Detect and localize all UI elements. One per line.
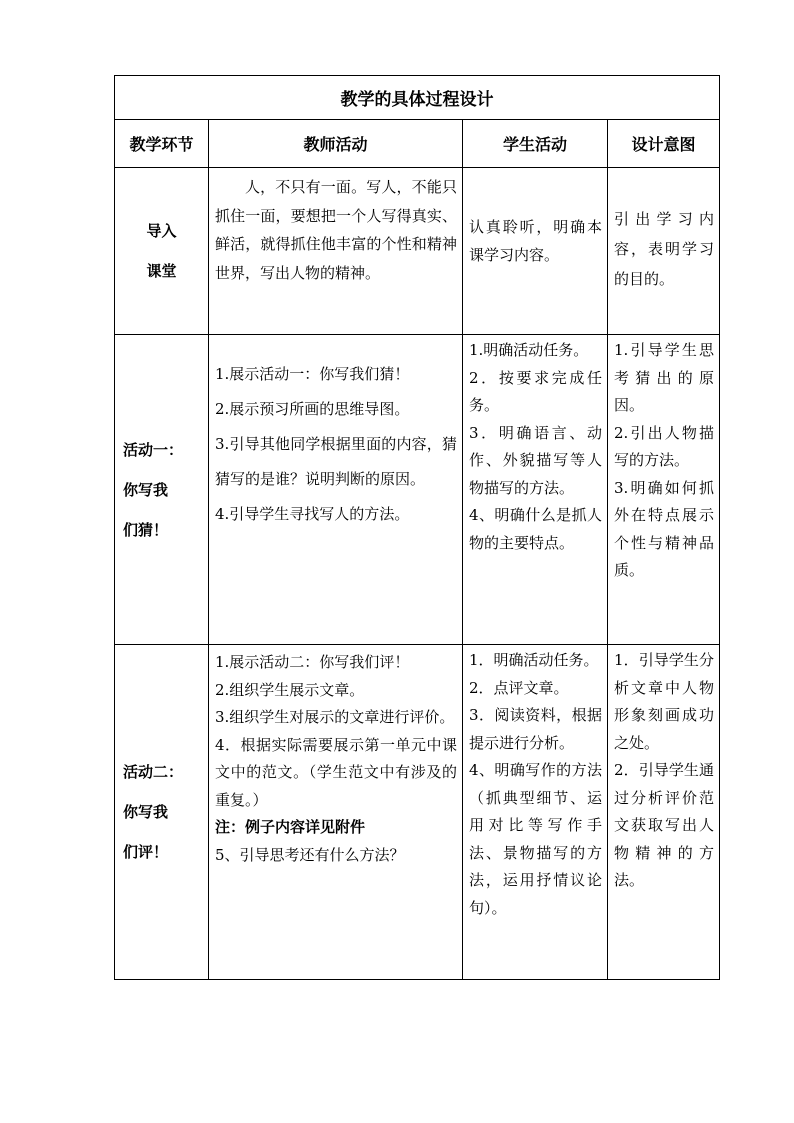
teacher-item: 1.展示活动一：你写我们猜！ [215,365,410,383]
student-cell [463,168,608,335]
header-design: 设计意图 [608,120,720,168]
table-row [115,335,720,645]
design-cell [608,335,720,645]
student-item: 3．阅读资料，根据提示进行分析。 [469,706,602,752]
stage-label-line: 课堂 [146,262,177,280]
table-title: 教学的具体过程设计 [115,76,720,120]
table-row [115,645,720,980]
teacher-text: 人，不只有一面。写人，不能只抓住一面，要想把一个人写得真实、鲜活，就得抓住他丰富的个性和精神世界，写出人物的精神。 [215,178,457,282]
design-item: 2.引出人物描写的方法。 [614,423,714,469]
design-text: 引出学习内容，表明学习的目的。 [614,209,714,288]
stage-label-line: 们评！ [123,843,169,861]
teacher-cell [209,645,463,980]
design-item: 1.引导学生思考猜出的原因。 [614,341,714,414]
stage-cell [115,168,209,335]
design-item: 1．引导学生分析文章中人物形象刻画成功之处。 [614,651,714,752]
student-item: 4、明确写作的方法（抓典型细节、运用对比等写作手法、景物描写的方法，运用抒情议论句）。 [469,761,602,917]
design-item: 2．引导学生通过分析评价范文获取写出人物精神的方法。 [614,761,714,889]
header-stage: 教学环节 [115,120,209,168]
teacher-cell [209,335,463,645]
stage-label-line: 你写我 [123,803,169,821]
stage-label-line: 你写我 [123,480,169,499]
teacher-item: 3.组织学生对展示的文章进行评价。 [215,708,455,726]
student-cell [463,335,608,645]
stage-label-line: 活动二： [123,763,184,781]
teacher-item: 4.引导学生寻找写人的方法。 [215,505,410,523]
stage-label-line: 活动一： [123,440,184,459]
student-cell [463,645,608,980]
stage-label-line: 们猜！ [123,520,169,539]
student-item: 1．明确活动任务。 [469,651,599,669]
teacher-item: 1.展示活动二：你写我们评！ [215,653,410,671]
header-teacher: 教师活动 [209,120,463,168]
design-item: 3.明确如何抓外在特点展示个性与精神品质。 [614,478,714,579]
stage-cell [115,335,209,645]
teacher-item: 4．根据实际需要展示第一单元中课文中的范文。（学生范文中有涉及的重复。） [215,735,457,809]
student-item: 3．明确语言、动作、外貌描写等人物描写的方法。 [469,423,602,497]
teacher-cell [209,168,463,335]
teacher-item: 2.展示预习所画的思维导图。 [215,400,410,418]
design-cell [608,645,720,980]
student-item: 1.明确活动任务。 [469,341,589,359]
teacher-item: 2.组织学生展示文章。 [215,680,365,699]
table-row [115,168,720,335]
teacher-note: 注：例子内容详见附件 [215,818,366,836]
header-row [115,120,720,168]
student-item: 2．按要求完成任务。 [469,368,602,414]
teacher-item: 5、引导思考还有什么方法？ [215,845,405,864]
lesson-design-table [114,75,720,980]
header-student: 学生活动 [463,120,608,168]
design-cell [608,168,720,335]
title-row [115,76,720,120]
student-item: 2．点评文章。 [469,678,569,697]
teacher-item: 3.引导其他同学根据里面的内容，猜猜写的是谁？说明判断的原因。 [215,435,457,488]
student-text: 认真聆听，明确本课学习内容。 [469,217,602,264]
student-item: 4、明确什么是抓人物的主要特点。 [469,506,602,552]
stage-label-line: 导入 [146,222,177,240]
stage-cell [115,645,209,980]
